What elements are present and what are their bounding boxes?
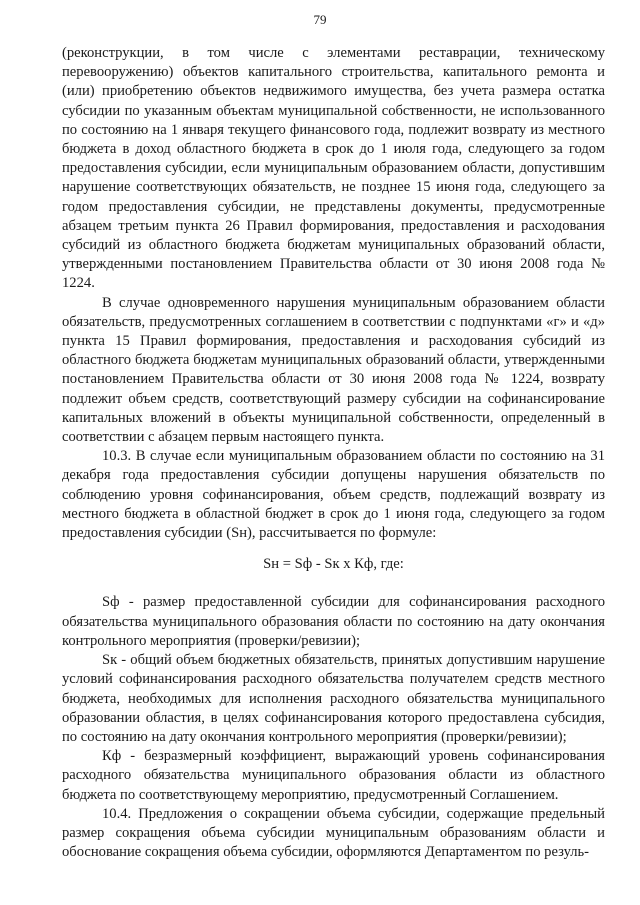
definition-sf: Sф - размер предоставленной субсидии для софинансирования расходного обязательства муниципального образования области по состоянию на дату окончания контрольного мероприятия (проверки/ревизии); <box>62 594 605 649</box>
paragraph-10-4: 10.4. Предложения о сокращении объема субсидии, содержащие предельный размер сокращения объема субсидии муниципальным образованиям области и обоснование сокращения объема субсидии, оформляются Департаментом по резуль- <box>62 805 605 861</box>
document-body <box>62 44 605 862</box>
paragraph-continuation: (реконструкции, в том числе с элементами реставрации, техническому перевооружению) объектов капитального строительства, капитального ремонта и (или) приобретению объектов недвижимого имущества, без учета размера остатка субсидии по указанным объектам муниципальной собственности, не использованного по состоянию на 1 января текущего финансового года, подлежит возврату из местного бюджета в доход областного бюджета в срок до 1 июля года, следующего за годом предоставления субсидии, если муниципальным образованием области, допустившим нарушение соответствующих обязательств, не позднее 15 июня года, следующего за годом предоставления субсидии, не представлены документы, предусмотренные абзацем третьим пункта 26 Правил формирования, предоставления и расходования субсидий из областного бюджета бюджетам муниципальных образований области, утвержденными постановлением Правительства области от 30 июня 2008 года № 1224. <box>62 45 605 292</box>
paragraph-simultaneous-violation: В случае одновременного нарушения муниципальным образованием области обязательств, предусмотренных соглашением в соответствии с подпунктами «г» и «д» пункта 15 Правил формирования, предоставления и расходования субсидий из областного бюджета бюджетам муниципальных образований области, утвержденными постановлением Правительства области от 30 июня 2008 года № 1224, возврату подлежит объем средств, соответствующий размеру субсидии на софинансирование капитальных вложений в объекты муниципальной собственности, определенный в соответствии с абзацем первым настоящего пункта. <box>62 294 605 446</box>
definition-kf: Кф - безразмерный коэффициент, выражающий уровень софинансирования расходного обязательства муниципального образования области из областного бюджета по соответствующему мероприятию, предусмотренный Соглашением. <box>62 748 605 803</box>
page-number: 79 <box>313 12 327 27</box>
definition-sk: Sк - общий объем бюджетных обязательств, принятых допустившим нарушение условий софинансирования расходного обязательства получателем средств местного бюджета, необходимых для исполнения расходного обязательства муниципального образовании областия, в целях софинансирования которого предоставлена субсидия, по состоянию на дату окончания контрольного мероприятия (проверки/ревизии); <box>62 652 605 745</box>
paragraph-10-3: 10.3. В случае если муниципальным образованием области по состоянию на 31 декабря года предоставления субсидии допущены нарушения обязательств по соблюдению уровня софинансирования, объем средств, подлежащий возврату из местного бюджета в областной бюджет в срок до 1 июня года, следующего за годом предоставления субсидии (Sн), рассчитывается по формуле: <box>62 448 605 542</box>
formula: Sн = Sф - Sк х Кф, где: <box>263 556 404 573</box>
